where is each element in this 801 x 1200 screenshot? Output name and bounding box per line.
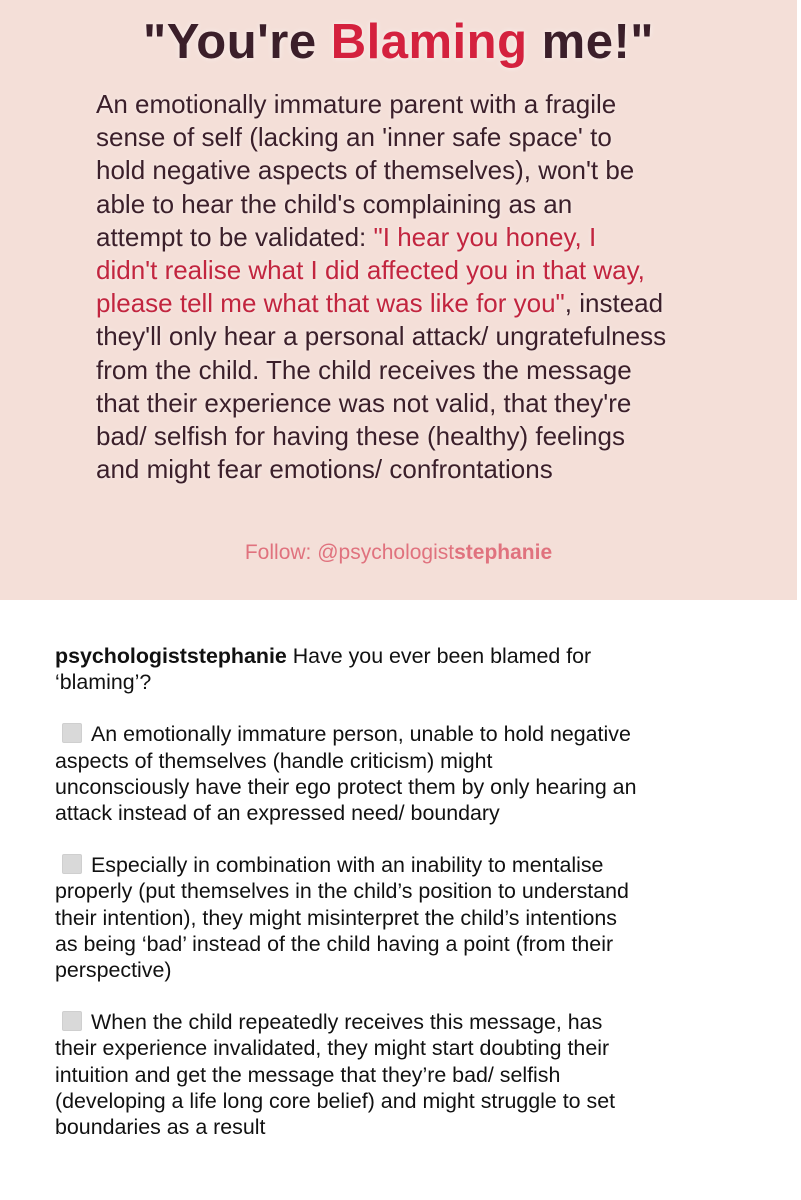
body-line: that their experience was not valid, that they're [96, 387, 632, 418]
body-line: and might fear emotions/ confrontations [96, 454, 553, 485]
caption-line: attack instead of an expressed need/ boundary [55, 801, 500, 826]
body-line: they'll only hear a personal attack/ ungratefulness [96, 321, 667, 352]
white-square-icon [62, 723, 82, 743]
caption-username[interactable]: psychologiststephanie [55, 644, 287, 668]
body-line: sense of self (lacking an 'inner safe space' to [96, 122, 612, 153]
caption-line [55, 852, 755, 878]
body-text: , instead [564, 288, 664, 319]
title-pre: "You're [142, 15, 331, 69]
caption-line [55, 643, 755, 669]
caption-line: intuition and get the message that they’re bad/ selfish [55, 1062, 561, 1087]
caption-line: perspective) [55, 958, 172, 983]
point-text: Especially in combination with an inability to mentalise [91, 853, 604, 878]
caption-line: unconsciously have their ego protect them by only hearing an [55, 774, 637, 799]
quote-text: "I hear you honey, I [373, 221, 597, 252]
body-line: hold negative aspects of themselves), won't be [96, 155, 635, 186]
follow-prefix: Follow: @psychologist [244, 541, 455, 564]
body-line-quote-end [96, 287, 696, 320]
point-text: An emotionally immature person, unable to hold negative [91, 722, 631, 747]
title-accent: Blaming [330, 15, 528, 69]
follow-credit [0, 541, 797, 565]
body-text: attempt to be validated: [96, 221, 374, 252]
caption-point [55, 852, 755, 983]
caption-line: ‘blaming’? [55, 670, 152, 695]
body-line-quote-start [96, 221, 696, 254]
white-square-icon [62, 1011, 82, 1031]
caption-line: properly (put themselves in the child’s position to understand [55, 879, 629, 904]
point-text: When the child repeatedly receives this message, has [91, 1010, 603, 1035]
caption-intro [55, 643, 755, 695]
post-title [0, 14, 797, 70]
white-square-icon [62, 854, 82, 874]
quote-text: please tell me what that was like for you" [96, 288, 565, 319]
caption-line: as being ‘bad’ instead of the child having a point (from their [55, 931, 614, 956]
caption-line: their experience invalidated, they might start doubting their [55, 1036, 610, 1061]
title-post: me!" [527, 15, 654, 69]
image-edge [797, 0, 801, 600]
caption-line: boundaries as a result [55, 1115, 266, 1140]
body-line: able to hear the child's complaining as an [96, 188, 573, 219]
caption-point [55, 1009, 755, 1140]
quote-line: didn't realise what I did affected you in that way, [96, 255, 645, 286]
caption-intro-text: Have you ever been blamed for [286, 644, 592, 668]
body-line: from the child. The child receives the message [96, 354, 632, 385]
caption-line [55, 1009, 755, 1035]
caption-line: (developing a life long core belief) and might struggle to set [55, 1088, 616, 1113]
caption-line: their intention), they might misinterpret the child’s intentions [55, 905, 617, 930]
caption-point [55, 721, 755, 826]
follow-bold: stephanie [454, 541, 553, 564]
body-line: An emotionally immature parent with a fragile [96, 89, 617, 119]
post-image[interactable] [0, 0, 797, 600]
caption-line [55, 721, 755, 747]
caption-line: aspects of themselves (handle criticism) might [55, 748, 493, 773]
post-body [96, 88, 696, 486]
post-caption [55, 643, 755, 1140]
body-line: bad/ selfish for having these (healthy) feelings [96, 421, 625, 452]
